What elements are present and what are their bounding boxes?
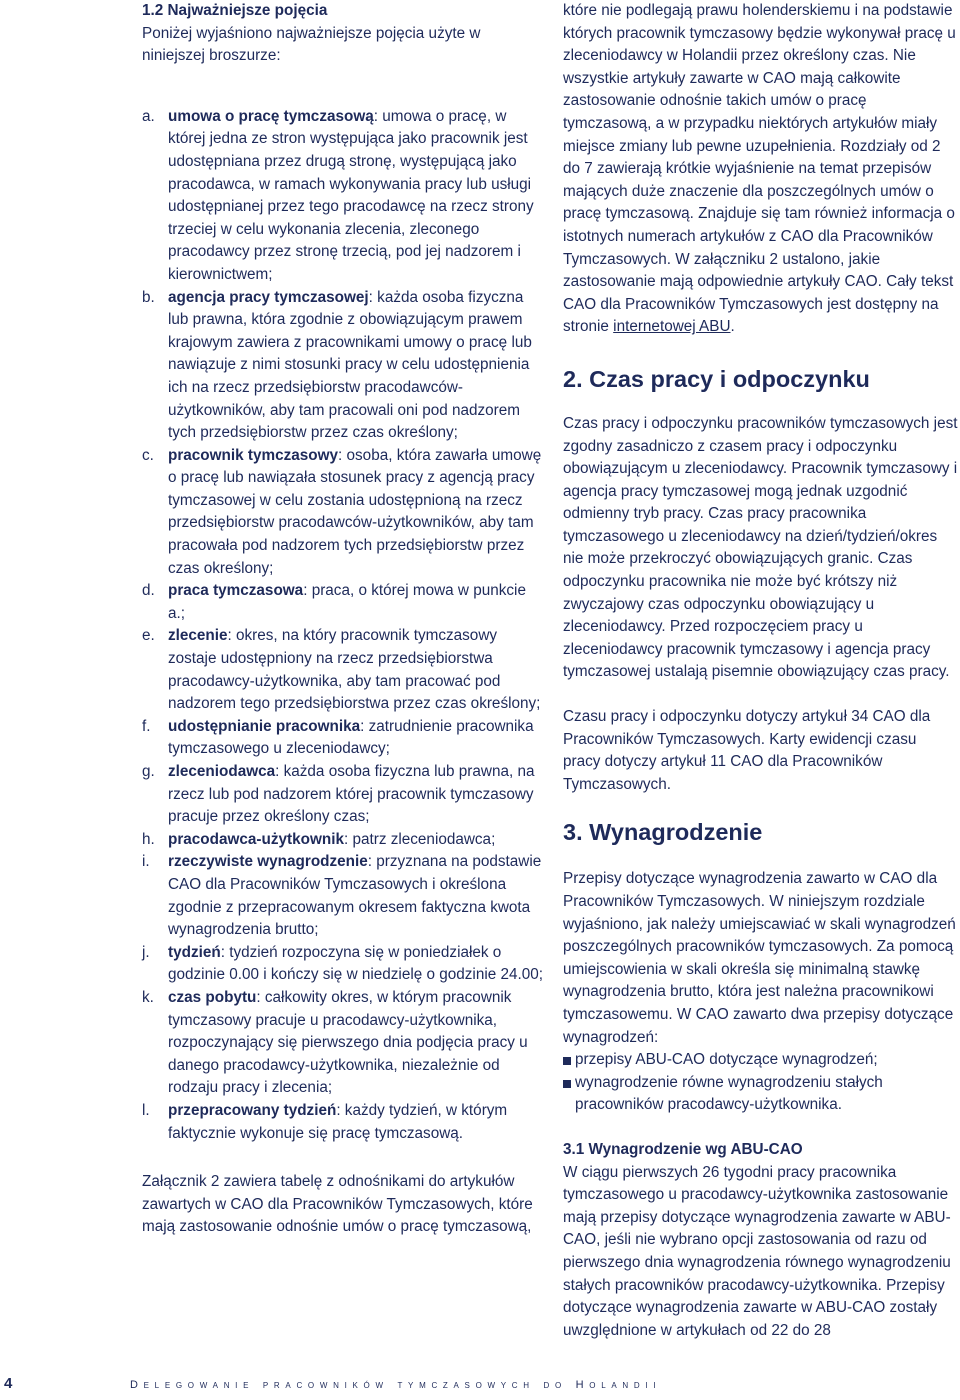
- section-3-title: 3. Wynagrodzenie: [563, 819, 763, 846]
- footer-title: Delegowanie pracowników tymczasowych do Holandii: [130, 1379, 662, 1391]
- page-footer: [0, 1372, 960, 1400]
- bullet-square-icon: [563, 1080, 571, 1088]
- definition-term: rzeczywiste wynagrodzenie: [168, 853, 368, 871]
- definition-item: [142, 287, 547, 445]
- definition-letter: f.: [142, 717, 151, 735]
- definition-letter: c.: [142, 446, 154, 464]
- definition-term: zleceniodawca: [168, 763, 276, 780]
- definition-item: [142, 625, 547, 715]
- list-item: wynagrodzenie równe wynagrodzeniu stałych pracowników pracodawcy-użytkownika.: [563, 1072, 958, 1117]
- definition-text: : okres, na który pracownik tymczasowy zostaje udostępniony na rzecz przedsiębiorstwa pracodawcy-użytkownika, aby tam pracować pod nadzorem tego przedsiębiorstwa przez czas określony;: [168, 627, 541, 713]
- definition-item: [142, 851, 547, 941]
- definition-term: praca tymczasowa: [168, 582, 304, 600]
- section-3-1-heading: 3.1 Wynagrodzenie wg ABU-CAO: [563, 1140, 803, 1158]
- right-column: [563, 0, 958, 1342]
- definition-letter: b.: [142, 288, 155, 306]
- definition-item: [142, 106, 547, 287]
- section-2-title: 2. Czas pracy i odpoczynku: [563, 365, 870, 392]
- definition-text: : praca, o której mowa w punkcie a.;: [168, 582, 526, 622]
- definition-item: [142, 580, 547, 625]
- definition-text: : patrz zleceniodawca;: [343, 830, 496, 848]
- definition-term: tydzień: [168, 943, 221, 961]
- definition-term: pracodawca-użytkownik: [168, 830, 344, 848]
- closing-text: Załącznik 2 zawiera tabelę z odnośnikami do artykułów zawartych w CAO dla Pracowników Tymczasowych, które mają zastosowanie odnośnie umów o pracę tymczasową,: [142, 1173, 533, 1236]
- definition-term: przepracowany tydzień: [168, 1101, 337, 1119]
- continuation-end: .: [730, 318, 735, 336]
- definition-term: czas pobytu: [168, 988, 257, 1006]
- definition-item: [142, 716, 547, 761]
- definition-term: pracownik tymczasowy: [168, 446, 339, 464]
- definition-text: : całkowity okres, w którym pracownik tymczasowy pracuje u pracodawcy-użytkownika, rozpoczynający się pierwszego dnia podjęcia pracy u danego pracodawcy-użytkownika, niezależnie od rodzaju pracy i zlecenia;: [168, 988, 528, 1097]
- definition-term: agencja pracy tymczasowej: [168, 288, 369, 306]
- continuation-text: które nie podlegają prawu holenderskiemu i na podstawie których pracownik tymczasowy będzie wykonywał pracę u zleceniodawcy w Holandii przez określony czas. Nie wszystkie artykuły zawarte w CAO mają całkowite zastosowanie odnośnie takich umów o pracę tymczasową, a w przypadku niektórych artykułów miały miejsce zmiany lub pewne uzupełnienia. Rozdziały od 2 do 7 zawierają krótkie wyjaśnienie na temat przepisów mających duże znaczenie dla poszczególnych umów o pracę tymczasową. Znajduje się tam również informacja o istotnych numerach artykułów z CAO dla Pracowników Tymczasowych. W załączniku 2 ustalono, jakie zastosowanie mają odpowiednie artykuły CAO. Cały tekst CAO dla Pracowników Tymczasowych jest dostępny na stronie: [563, 2, 956, 336]
- section-1-2-heading: 1.2 Najważniejsze pojęcia: [142, 2, 328, 19]
- wage-provisions-list: [563, 1049, 958, 1117]
- definition-item: [142, 987, 547, 1100]
- definition-term: udostępnianie pracownika: [168, 717, 361, 735]
- definition-text: : zatrudnienie pracownika tymczasowego u zleceniodawcy;: [168, 717, 534, 758]
- section-2-paragraph-1: Czas pracy i odpoczynku pracowników tymczasowych jest zgodny zasadniczo z czasem pracy i odpoczynku obowiązującym u zleceniodawcy. Pracownik tymczasowy i agencja pracy tymczasowej mogą jednak uzgodnić odmienny tryb pracy. Czas pracy pracownika tymczasowego u zleceniodawcy na dzień/tydzień/okres nie może przekroczyć obowiązujących granic. Czas odpoczynku pracownika nie może być krótszy niż zwyczajowy czas odpoczynku obowiązujący u zleceniodawcy. Przed rozpoczęciem pracy u zleceniodawcy pracownik tymczasowy i agencja pracy tymczasowej ustalają pisemnie obowiązujący czas pracy.: [563, 414, 958, 681]
- definition-item: [142, 445, 547, 581]
- section-2-paragraph-2: Czasu pracy i odpoczynku dotyczy artykuł 34 CAO dla Pracowników Tymczasowych. Karty ewidencji czasu pracy dotyczy artykuł 11 CAO dla Pracowników Tymczasowych.: [563, 708, 931, 793]
- definition-letter: g.: [142, 763, 155, 780]
- definitions-list: [142, 106, 547, 1145]
- definition-letter: a.: [142, 107, 155, 125]
- section-3-1-paragraph: W ciągu pierwszych 26 tygodni pracy pracownika tymczasowego u pracodawcy-użytkownika zastosowanie mają przepisy dotyczące wynagrodzenia zawarte w ABU-CAO, jeśli nie wybrano opcji zastosowania od razu od pierwszego dnia wynagrodzenia równego wynagrodzeniu stałych pracowników pracodawcy-użytkownika. Przepisy dotyczące wynagrodzenia zawarte w ABU-CAO zostały uwzględnione w artykułach od 22 do 28: [563, 1163, 951, 1339]
- section-3-paragraph: Przepisy dotyczące wynagrodzenia zawarto w CAO dla Pracowników Tymczasowych. W niniejszym rozdziale wyjaśniono, jak należy umiejscawiać w skali wynagrodzeń poszczególnych pracowników tymczasowych. Za pomocą umiejscowienia w skali określa się minimalną stawkę wynagrodzenia brutto, która jest należna pracownikowi tymczasowemu. W CAO zawarto dwa przepisy dotyczące wynagrodzeń:: [563, 870, 956, 1046]
- definition-term: zlecenie: [168, 627, 228, 645]
- definition-letter: k.: [142, 988, 154, 1006]
- definition-text: : każda osoba fizyczna lub prawna, na rzecz lub pod nadzorem której pracownik tymczasowy pracuje przez określony czas;: [168, 763, 535, 826]
- page-number: 4: [4, 1375, 13, 1392]
- left-column: [142, 0, 547, 1239]
- definition-letter: e.: [142, 627, 155, 645]
- bullet-square-icon: [563, 1057, 571, 1065]
- definition-letter: i.: [142, 853, 150, 871]
- definition-text: : przyznana na podstawie CAO dla Pracowników Tymczasowych i określona zgodnie z przepracowanym okresem faktyczna kwota wynagrodzenia brutto;: [168, 853, 542, 939]
- definition-letter: j.: [142, 943, 150, 961]
- continuation-paragraph: [563, 0, 958, 339]
- definition-item: [142, 761, 547, 829]
- definition-letter: l.: [142, 1101, 150, 1119]
- definition-letter: d.: [142, 582, 155, 600]
- list-item: przepisy ABU-CAO dotyczące wynagrodzeń;: [563, 1049, 958, 1072]
- abu-website-link[interactable]: internetowej ABU: [613, 318, 731, 336]
- definition-item: [142, 942, 547, 987]
- definition-text: : osoba, która zawarła umowę o pracę lub nawiązała stosunek pracy z agencją pracy tymczasowej w celu zostania udostępnioną na rzecz przedsiębiorstw pracodawców-użytkowników, aby tam pracowała pod nadzorem tych przedsiębiorstw przez czas określony;: [168, 446, 542, 577]
- definition-term: umowa o pracę tymczasową: [168, 107, 374, 125]
- definition-item: [142, 1100, 547, 1145]
- definition-text: : każdy tydzień, w którym faktycznie wykonuje się pracę tymczasową.: [168, 1101, 508, 1142]
- intro-text: Poniżej wyjaśniono najważniejsze pojęcia użyte w niniejszej broszurze:: [142, 24, 481, 65]
- definition-text: : tydzień rozpoczyna się w poniedziałek o godzinie 0.00 i kończy się w niedzielę o godzinie 24.00;: [168, 943, 544, 984]
- definition-text: : każda osoba fizyczna lub prawna, która zgodnie z obowiązującym prawem krajowym zawiera z pracownikami umowy o pracę lub nawiązuje z nimi stosunki pracy w celu udostępnienia ich na rzecz przedsiębiorstw pracodawców-użytkowników, aby tam pracowali oni pod nadzorem tych przedsiębiorstw przez czas określony;: [168, 288, 532, 442]
- definition-item: [142, 829, 547, 852]
- definition-letter: h.: [142, 830, 155, 848]
- definition-text: : umowa o pracę, w której jedna ze stron występująca jako pracownik jest udostępniana przez drugą stronę, występującą jako pracodawca, w ramach wykonywania pracy lub usługi udostępnianej przez tego pracodawcę na rzecz strony trzeciej w celu wykonania zlecenia, zleconego pracodawcy przez stronę trzecią, pod jej nadzorem i kierownictwem;: [168, 107, 534, 283]
